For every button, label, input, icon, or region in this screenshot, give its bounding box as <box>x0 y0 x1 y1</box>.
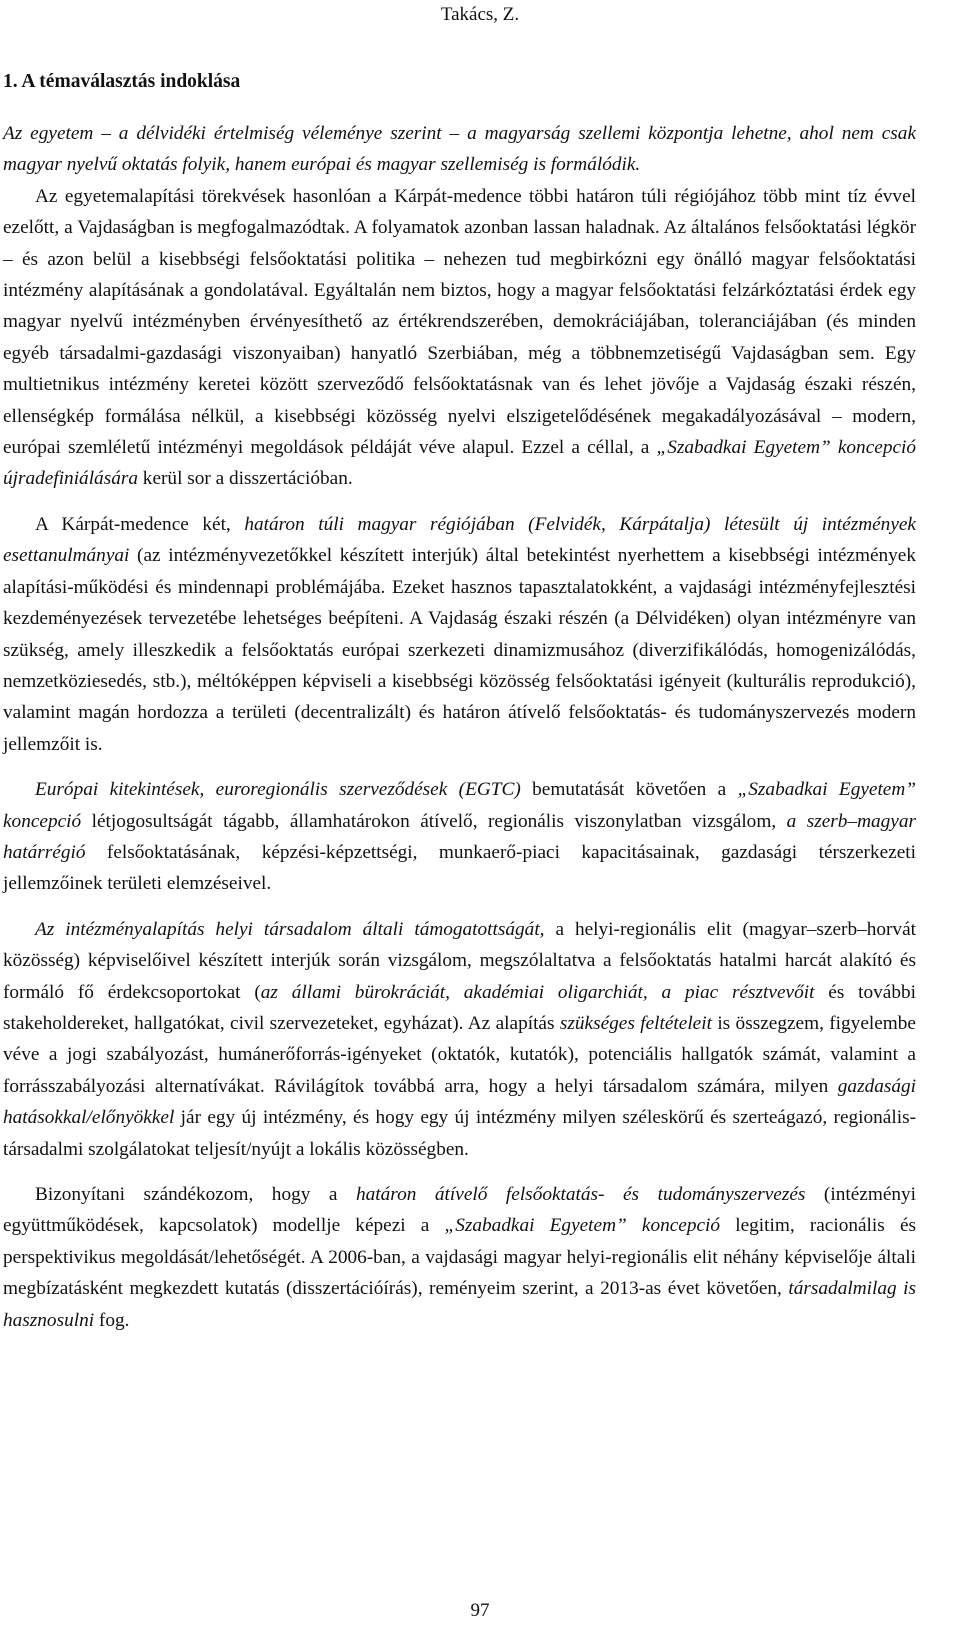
italic-run: Az intézményalapítás helyi társadalom általi támogatottságát, <box>35 918 545 940</box>
running-head <box>0 0 960 34</box>
italic-run: az állami bürokráciát, akadémiai oligarchiát, a piac résztvevőit <box>260 981 815 1003</box>
paragraph-intro-quote <box>3 118 916 181</box>
text-run: kerül sor a disszertációban. <box>137 468 353 490</box>
paragraph-local-support <box>3 914 916 1165</box>
text-run: A Kárpát-medence két, <box>35 513 245 535</box>
paragraph-european-outlook <box>3 774 916 900</box>
text-run: felsőoktatásának, képzési-képzettségi, munkaerő-piaci kapacitásainak, gazdasági térszerkezeti jellemzőinek területi elemzéseivel. <box>3 841 916 895</box>
text-run: legitim, racionális és perspektivikus megoldását/lehetőségét. A 2006-ban, a vajdasági magyar helyi-regionális elit néhány képviselője általi megbízatásként megkezdett kutatás (disszertációírás), reményeim szerint, a 2013-as évet követően, <box>3 1215 917 1300</box>
text-run: Bizonyítani szándékozom, hogy a <box>35 1184 357 1205</box>
italic-run: társadalmilag is hasznosulni <box>3 1278 917 1331</box>
italic-run: Az egyetem – a délvidéki értelmiség véleménye szerint – a magyarság szellemi központja lehetne, ahol nem csak magyar nyelvű oktatás folyik, hanem európai és magyar szellemiség is formálódik. <box>3 123 916 176</box>
text-run: bemutatását követően a <box>520 779 738 801</box>
italic-run: „Szabadkai Egyetem” koncepció <box>3 779 917 832</box>
text-run: és további stakeholdereket, hallgatókat, civil szervezeteket, egyházat). Az alapítás <box>3 981 916 1034</box>
italic-run: határon átívelő felsőoktatás- és tudományszervezés <box>356 1184 806 1205</box>
page-footer <box>0 1598 960 1624</box>
text-run: (az intézményvezetőkkel készített interjúk) által betekintést nyerhettem a kisebbségi intézmények alapítási-működési és mindennapi problémájába. Ezeket hasznos tapasztalatokként, a vajdasági intézményfejlesztési kezdeményezések tervezetébe lehetséges beépíteni. A Vajdaság északi részén (a Délvidéken) olyan intézményre van szükség, amely illeszkedik a felsőoktatás európai szerkezeti dinamizmusához (diverzifikálódás, homogenizálódás, nemzetköziesedés, stb.), méltóképpen képviseli a kisebbségi közösség felsőoktatási igényeit (kulturális reprodukció), valamint magán hordozza a területi (decentralizált) és határon átívelő felsőoktatás- és tudományszervezés modern jellemzőit is. <box>3 545 916 755</box>
text-run: jár egy új intézmény, és hogy egy új intézmény milyen széleskörű és szerteágazó, regionális-társadalmi szolgálatokat teljesít/nyújt a lokális közösségben. <box>3 1107 916 1160</box>
paragraph-carpathian-case-studies <box>3 509 916 760</box>
page-body <box>3 68 916 1336</box>
italic-run: szükséges feltételeit <box>559 1012 712 1034</box>
paragraph-university-efforts <box>3 181 916 495</box>
text-run: fog. <box>94 1309 130 1331</box>
text-run: a helyi-regionális elit (magyar–szerb–horvát közösség) képviselőivel készített interjúk során vizsgálom, megszólaltatva a felsőoktatás hatalmi harcát alakító és formáló fő érdekcsoportokat ( <box>3 918 916 1003</box>
italic-run: Európai kitekintések, euroregionális szerveződések (EGTC) <box>35 779 521 801</box>
italic-run: határon túli magyar régiójában (Felvidék, Kárpátalja) létesült új intézmények esettanulmányai <box>3 513 916 567</box>
text-run: is összegzem, figyelembe véve a jogi szabályozást, humánerőforrás-igényeket (oktatók, kutatók), potenciális hallgatók számát, valamint a forrásszabályozási alternatívákat. Rávilágítok továbbá arra, hogy a helyi társadalom számára, milyen <box>3 1012 916 1097</box>
paragraph-thesis-aim <box>3 1179 916 1336</box>
italic-run: gazdasági hatásokkal/előnyökkel <box>3 1075 916 1129</box>
text-run: (intézményi együttműködések, kapcsolatok) modellje képezi a <box>3 1184 917 1237</box>
italic-run: a szerb–magyar határrégió <box>3 810 916 863</box>
running-head-author: Takács, Z. <box>440 4 520 25</box>
italic-run: „Szabadkai Egyetem” koncepció <box>444 1215 721 1237</box>
section-title: 1. A témaválasztás indoklása <box>3 71 241 92</box>
italic-run: „Szabadkai Egyetem” koncepció újradefiniálására <box>3 437 917 490</box>
text-run: létjogosultságát tágabb, államhatárokon átívelő, regionális viszonylatban vizsgálom, <box>81 810 787 832</box>
page-number: 97 <box>470 1600 490 1621</box>
text-run: Az egyetemalapítási törekvések hasonlóan a Kárpát-medence többi határon túli régiójához több mint tíz évvel ezelőtt, a Vajdaságban is megfogalmazódtak. A folyamatok azonban lassan haladnak. Az általános felsőoktatási légkör – és azon belül a kisebbségi felsőoktatási politika – nehezen tud megbirkózni egy önálló magyar felsőoktatási intézmény alapításának a gondolatával. Egyáltalán nem biztos, hogy a magyar felsőoktatási felzárkóztatási érdek egy magyar nyelvű intézményben érvényesíthető az értékrendszerében, demokráciájában, toleranciájában (és minden egyéb társadalmi-gazdasági viszonyaiban) hanyatló Szerbiában, még a többnemzetiségű Vajdaságban sem. Egy multietnikus intézmény keretei között szerveződő felsőoktatásnak van és lehet jövője a Vajdaság északi részén, ellenségkép formálása nélkül, a kisebbségi közösség nyelvi elszigetelődésének megakadályozásával – modern, európai szemléletű intézményi megoldások példáját véve alapul. Ezzel a céllal, a <box>3 185 916 459</box>
